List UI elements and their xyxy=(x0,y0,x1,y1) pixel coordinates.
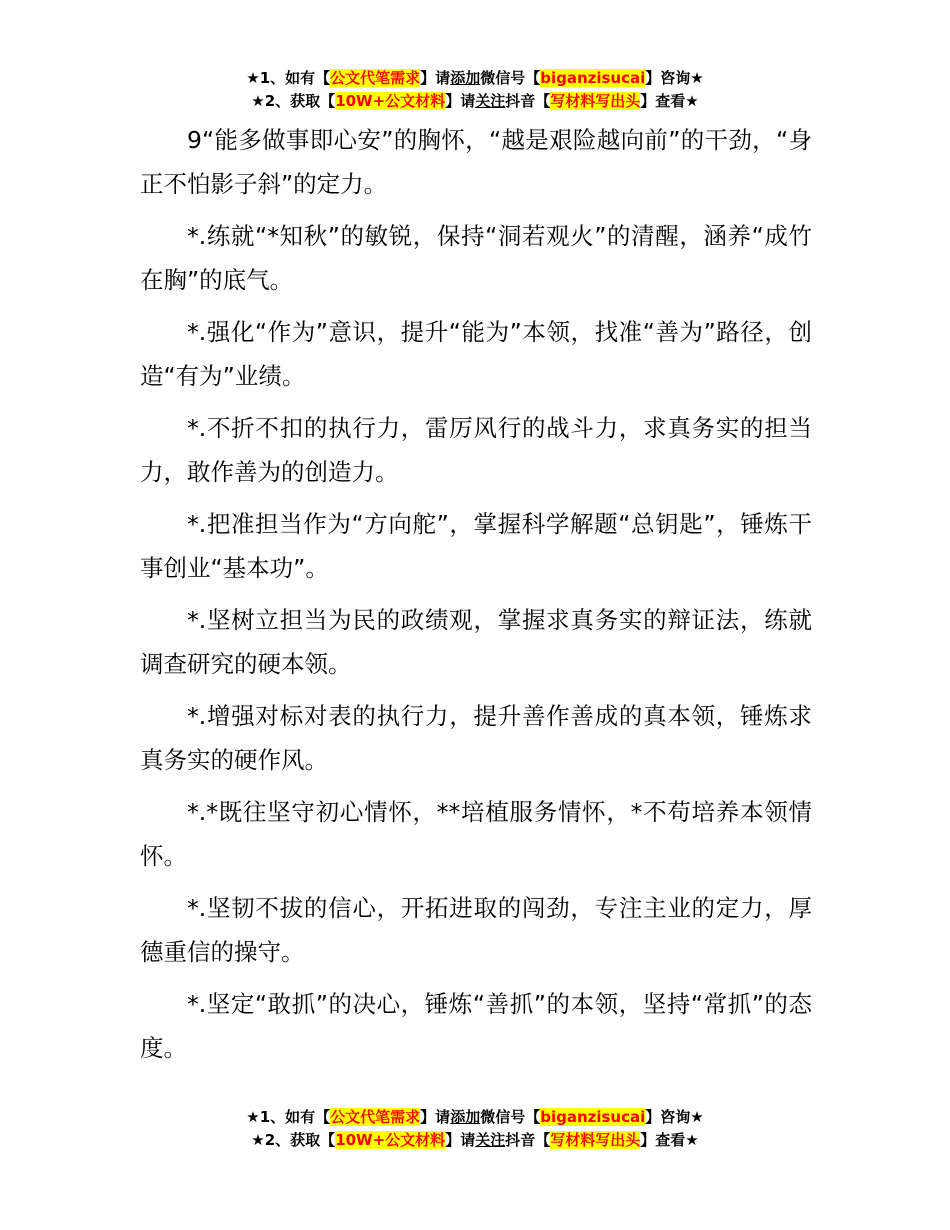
banner-text: 】请 xyxy=(445,1131,476,1149)
highlight-service: 公文代笔需求 xyxy=(330,69,421,87)
highlight-douyin-account: 写材料写出头 xyxy=(550,1131,641,1149)
highlight-wechat-id: biganzisucai xyxy=(540,1108,646,1126)
highlight-materials: 10W+公文材料 xyxy=(335,92,446,110)
paragraph: *.把准担当作为“方向舵”，掌握科学解题“总钥匙”，锤炼干事创业“基本功”。 xyxy=(140,510,812,582)
header-banner xyxy=(0,67,950,113)
banner-text: 】查看★ xyxy=(640,1131,699,1149)
underlined-text: 添加 xyxy=(450,69,481,87)
banner-text: ★2、获取【 xyxy=(251,92,336,110)
highlight-service: 公文代笔需求 xyxy=(330,1108,421,1126)
banner-text: 】咨询★ xyxy=(645,69,704,87)
banner-line-2 xyxy=(0,1129,950,1152)
highlight-materials: 10W+公文材料 xyxy=(335,1131,446,1149)
footer-banner xyxy=(0,1106,950,1152)
paragraph: *.不折不扣的执行力，雷厉风行的战斗力，求真务实的担当力，敢作善为的创造力。 xyxy=(140,414,812,486)
banner-text: ★1、如有【 xyxy=(246,69,331,87)
banner-line-2 xyxy=(0,90,950,113)
banner-text: 】请 xyxy=(420,69,451,87)
paragraph: *.*既往坚守初心情怀，**培植服务情怀，*不苟培养本领情怀。 xyxy=(140,798,812,870)
banner-text: ★2、获取【 xyxy=(251,1131,336,1149)
paragraph: *.增强对标对表的执行力，提升善作善成的真本领，锤炼求真务实的硬作风。 xyxy=(140,702,812,774)
banner-text: 微信号【 xyxy=(480,1108,541,1126)
document-body xyxy=(140,118,812,1078)
highlight-douyin-account: 写材料写出头 xyxy=(550,92,641,110)
paragraph: *.强化“作为”意识，提升“能为”本领，找准“善为”路径，创造“有为”业绩。 xyxy=(140,318,812,390)
underlined-text: 添加 xyxy=(450,1108,481,1126)
banner-text: 抖音【 xyxy=(505,92,551,110)
banner-line-1 xyxy=(0,1106,950,1129)
banner-text: 】咨询★ xyxy=(645,1108,704,1126)
paragraph: *.坚韧不拔的信心，开拓进取的闯劲，专注主业的定力，厚德重信的操守。 xyxy=(140,894,812,966)
banner-line-1 xyxy=(0,67,950,90)
banner-text: 抖音【 xyxy=(505,1131,551,1149)
banner-text: 微信号【 xyxy=(480,69,541,87)
banner-text: 】请 xyxy=(445,92,476,110)
underlined-text: 关注 xyxy=(475,92,506,110)
highlight-wechat-id: biganzisucai xyxy=(540,69,646,87)
paragraph: 9“能多做事即心安”的胸怀，“越是艰险越向前”的干劲，“身正不怕影子斜”的定力。 xyxy=(140,126,812,198)
underlined-text: 关注 xyxy=(475,1131,506,1149)
paragraph: *.坚定“敢抓”的决心，锤炼“善抓”的本领，坚持“常抓”的态度。 xyxy=(140,990,812,1062)
banner-text: ★1、如有【 xyxy=(246,1108,331,1126)
banner-text: 】查看★ xyxy=(640,92,699,110)
banner-text: 】请 xyxy=(420,1108,451,1126)
paragraph: *.练就“*知秋”的敏锐，保持“洞若观火”的清醒，涵养“成竹在胸”的底气。 xyxy=(140,222,812,294)
paragraph: *.坚树立担当为民的政绩观，掌握求真务实的辩证法，练就调查研究的硬本领。 xyxy=(140,606,812,678)
